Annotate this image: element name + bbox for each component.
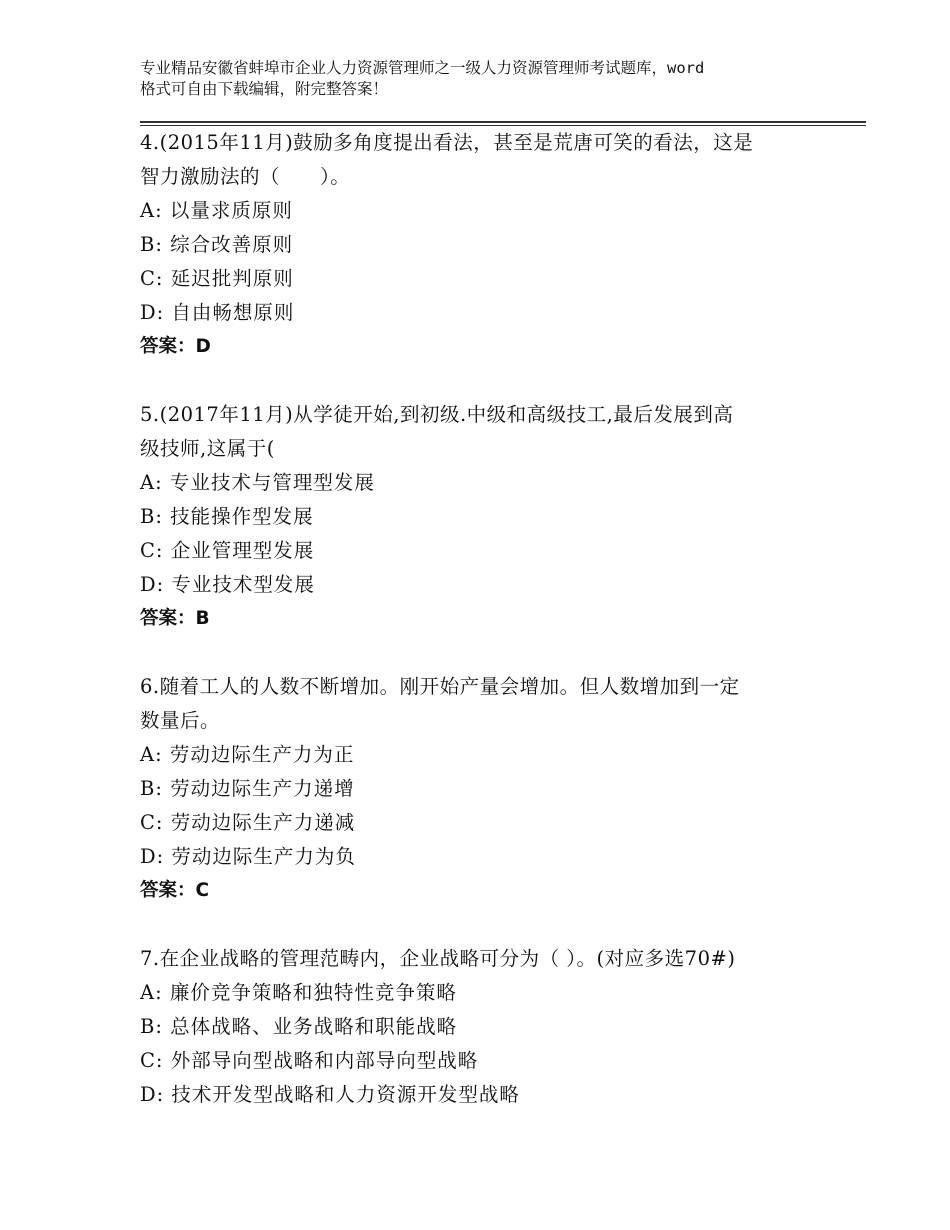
option-b: B: 综合改善原则 [140, 233, 294, 256]
option-c: C: 企业管理型发展 [140, 539, 315, 562]
option-a: A: 以量求质原则 [140, 199, 293, 222]
question-stem-line: 7.在企业战略的管理范畴内，企业战略可分为（ ）。(对应多选70#) [140, 947, 736, 970]
answer-label: 答案：C [140, 880, 210, 901]
option-b: B: 劳动边际生产力递增 [140, 777, 355, 800]
option-d: D: 自由畅想原则 [140, 301, 295, 324]
option-b: B: 总体战略、业务战略和职能战略 [140, 1015, 458, 1038]
question-5 [140, 398, 820, 636]
answer-label: 答案：B [140, 608, 210, 629]
option-a: A: 专业技术与管理型发展 [140, 471, 375, 494]
question-stem [140, 398, 810, 466]
question-stem-line: 智力激励法的（ ）。 [140, 165, 351, 188]
question-stem-line: 数量后。 [140, 709, 221, 732]
option-c: C: 劳动边际生产力递减 [140, 811, 356, 834]
question-list [140, 126, 820, 1112]
option-c: C: 外部导向型战略和内部导向型战略 [140, 1049, 479, 1072]
header-line-2: 格式可自由下载编辑，附完整答案！ [140, 80, 389, 98]
option-d: D: 劳动边际生产力为负 [140, 845, 356, 868]
answer-label: 答案：D [140, 336, 211, 357]
option-d: D: 专业技术型发展 [140, 573, 315, 596]
option-c: C: 延迟批判原则 [140, 267, 294, 290]
question-stem-line: 4.(2015年11月)鼓励多角度提出看法，甚至是荒唐可笑的看法，这是 [140, 131, 754, 154]
option-d: D: 技术开发型战略和人力资源开发型战略 [140, 1083, 520, 1106]
question-4 [140, 126, 820, 364]
document-header [140, 58, 830, 100]
option-a: A: 劳动边际生产力为正 [140, 743, 355, 766]
question-7 [140, 942, 820, 1112]
question-stem-line: 5.(2017年11月)从学徒开始,到初级.中级和高级技工,最后发展到高 [140, 403, 734, 426]
header-divider-thick [140, 121, 866, 123]
question-stem [140, 126, 810, 194]
question-stem-line: 6.随着工人的人数不断增加。刚开始产量会增加。但人数增加到一定 [140, 675, 740, 698]
header-line-1: 专业精品安徽省蚌埠市企业人力资源管理师之一级人力资源管理师考试题库，word [140, 59, 705, 77]
question-stem-line: 级技师,这属于( [140, 437, 275, 460]
option-a: A: 廉价竞争策略和独特性竞争策略 [140, 981, 457, 1004]
option-b: B: 技能操作型发展 [140, 505, 314, 528]
question-stem [140, 670, 810, 738]
question-6 [140, 670, 820, 908]
question-stem [140, 942, 810, 976]
